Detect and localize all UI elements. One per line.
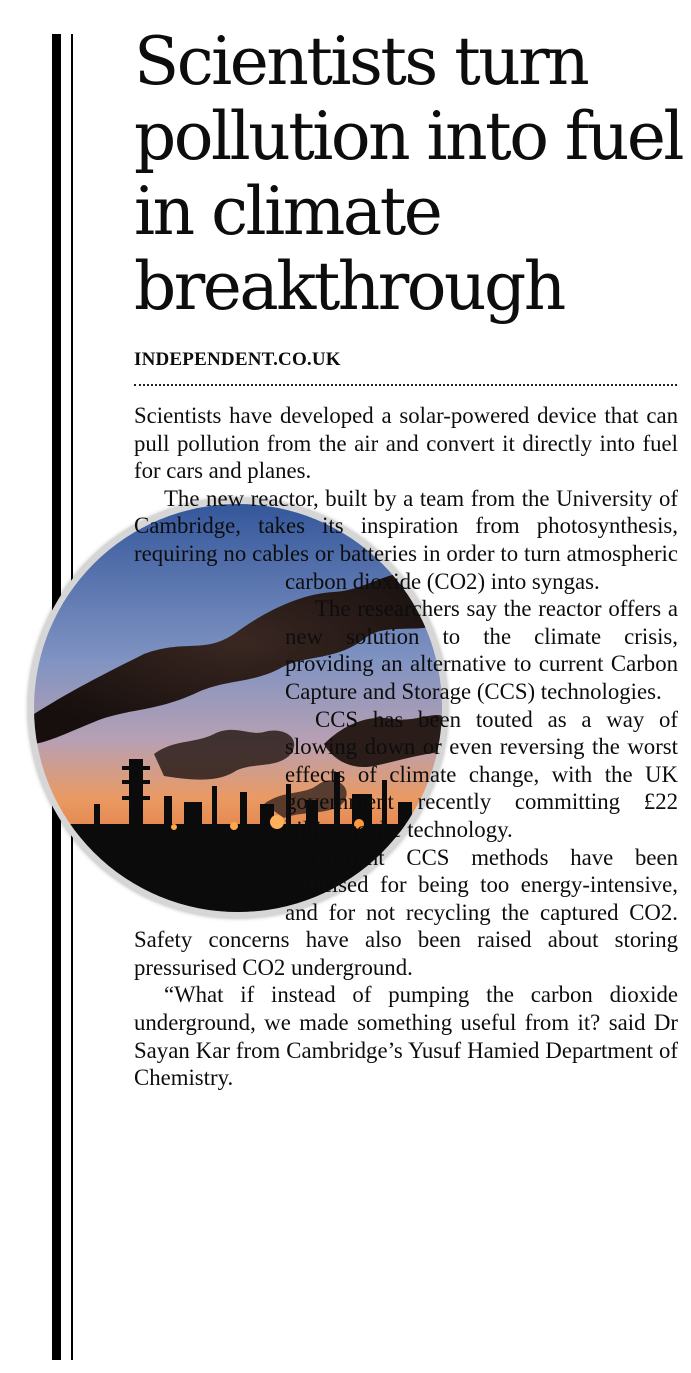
paragraph-criticism: Current CCS methods have been criticised for being too energy-intensive, and for not recycling the captured CO2. Safety concerns have also been raised about storing pressurised CO2 underground.	[134, 844, 678, 980]
paragraph-researchers: The researchers say the reactor offers a new solution to the climate crisis, providing an alternative to current Carbon Capture and Storage (CCS) technologies.	[285, 596, 678, 704]
source-label: INDEPENDENT.CO.UK	[134, 349, 341, 370]
headline: Scientists turn pollution into fuel in climate breakthrough	[134, 23, 683, 325]
dotted-divider	[134, 384, 677, 386]
paragraph-ccs: CCS has been touted as a way of slowing down or even reversing the worst effects of climate change, with the UK government recently committing £22 billion to the technology.	[285, 706, 678, 842]
paragraph-quote: “What if instead of pumping the carbon dioxide underground, we made something useful from it? said Dr Sayan Kar from Cambridge’s Yusuf Hamied Department of Chemistry.	[134, 982, 678, 1091]
article-body	[134, 402, 678, 1092]
paragraph-intro: Scientists have developed a solar-powered device that can pull pollution from the air and convert it directly into fuel for cars and planes.	[134, 403, 678, 484]
paragraph-reactor: The new reactor, built by a team from the University of Cambridge, takes its inspiration from photosynthesis, requiring no cables or batteries in order to turn atmospheric carbon dioxide (CO2) into syngas.	[134, 485, 678, 594]
